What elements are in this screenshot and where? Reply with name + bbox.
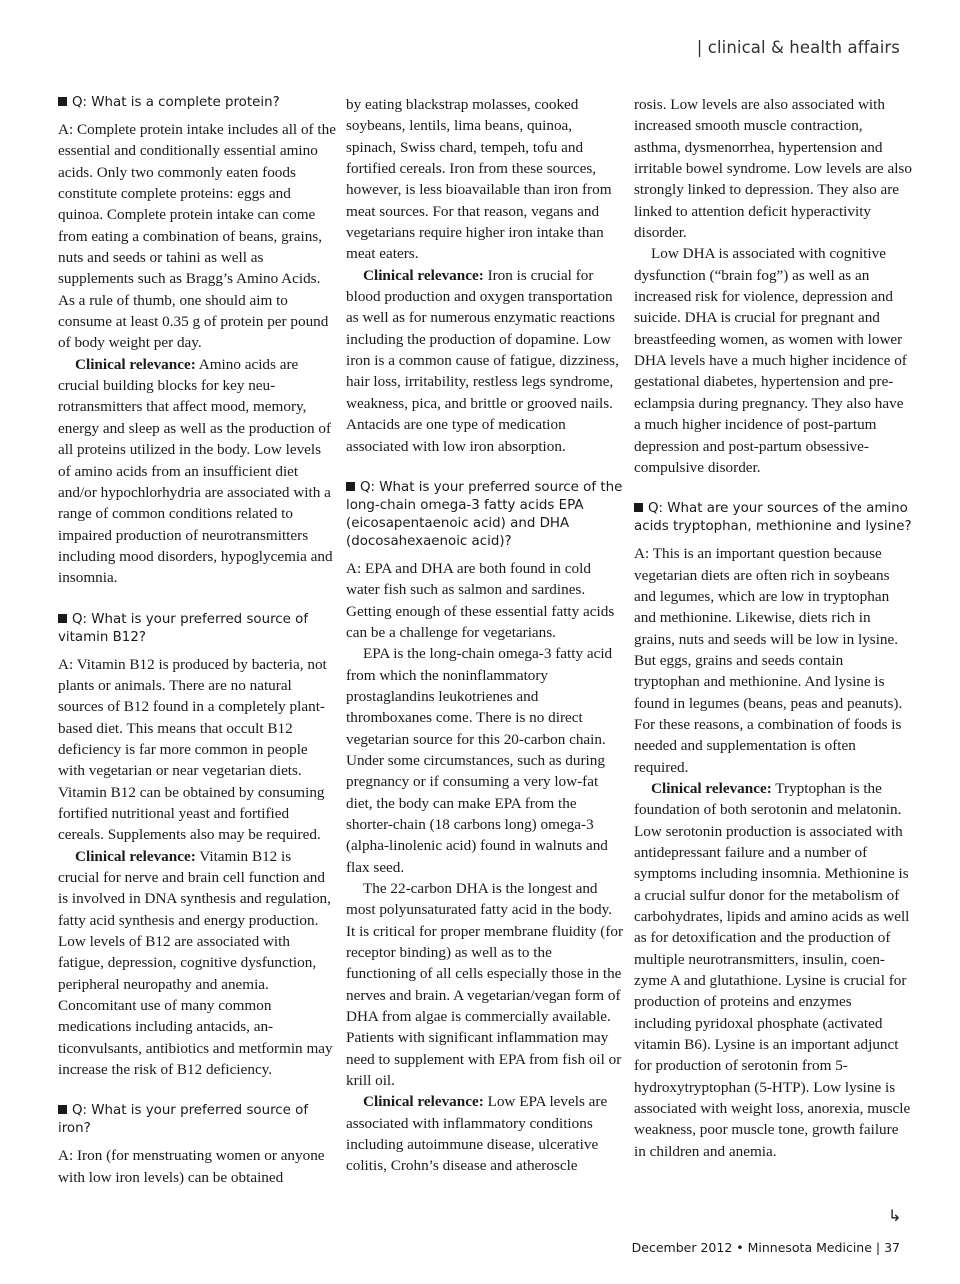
body-paragraph: rosis. Low levels are also associated with increased smooth muscle contraction, asthma, dysmenorrhea, hypertension and irritable bowel syndrome. Low levels are also strongly linked to depression. They also are linked to attention deficit hyperactivity disorder. xyxy=(634,96,912,242)
answer-paragraph: A: This is an important question because vegetarian diets are often rich in soybeans and legumes, which are low in tryptophan and methionine. Likewise, diets rich in grains, nuts and seeds will be low in lysine. But eggs, grains and seeds contain tryptophan and methionine. And lysine is found in legumes (beans, peas and peanuts). For these reasons, a combination of foods is needed and supplementation is often required. xyxy=(634,545,903,776)
question-heading xyxy=(634,500,912,536)
clinical-relevance-label: Clinical relevance: xyxy=(363,1093,484,1111)
clinical-relevance-paragraph xyxy=(58,354,336,589)
question-heading xyxy=(58,94,336,112)
column-2 xyxy=(346,94,624,1177)
column-3 xyxy=(634,94,912,1162)
question-text: Q: What is a complete protein? xyxy=(72,95,280,110)
clinical-relevance-paragraph xyxy=(346,1091,624,1176)
square-bullet-icon xyxy=(58,1105,67,1114)
clinical-relevance-label: Clinical relevance: xyxy=(75,847,196,865)
question-heading xyxy=(58,1102,336,1138)
arrow-continue-icon: ↳ xyxy=(888,1206,902,1225)
clinical-relevance-paragraph xyxy=(634,778,912,1162)
question-heading xyxy=(58,611,336,647)
clinical-relevance-label: Clinical relevance: xyxy=(651,779,772,797)
body-paragraph: EPA is the long-chain omega-3 fatty acid from which the noninflammatory prostaglandins leukotrienes and thromboxanes come. There is no direct vegetarian source for this 20-carbon chain. Under some circumstances, such as during pregnancy or if consuming a very low-fat diet, the body can make EPA from the shorter-chain (18 carbons long) omega-3 (alpha-linolenic acid) found in walnuts and flax seed. xyxy=(346,645,613,876)
question-text: Q: What are your sources of the amino acids tryptophan, methionine and lysine? xyxy=(634,501,912,535)
clinical-relevance-text: Amino acids are crucial building blocks for key neurotransmitters that affect mood, memory, energy and sleep as well as the production of all proteins utilized in the body. Low levels of amino acids from an insufficient diet and/or hypochlorhydria are associated with a range of common conditions related to impaired production of neurotransmitters including mood disorders, hypoglycemia and insomnia. xyxy=(58,355,333,587)
clinical-relevance-label: Clinical relevance: xyxy=(363,266,484,284)
clinical-relevance-text: Low EPA levels are associated with inflammatory conditions including autoimmune disease, ulcerative colitis, Crohn’s disease and atheroscle xyxy=(346,1093,608,1175)
answer-paragraph: A: Iron (for menstruating women or anyone with low iron levels) can be obtained xyxy=(58,1147,325,1186)
question-text: Q: What is your preferred source of vitamin B12? xyxy=(58,611,309,645)
square-bullet-icon xyxy=(58,614,67,623)
body-paragraph: Low DHA is associated with cognitive dysfunction (“brain fog”) as well as an increased risk for violence, depression and suicide. DHA is crucial for pregnant and breastfeeding women, as women with lower DHA levels have a much higher incidence of gestational diabetes, hypertension and pre-eclampsia during pregnancy. They also have a much higher incidence of post-partum depression and post-partum obsessive-compulsive disorder. xyxy=(634,245,907,476)
square-bullet-icon xyxy=(346,482,355,491)
answer-paragraph: by eating blackstrap molasses, cooked soybeans, lentils, lima beans, quinoa, spinach, Swiss chard, tempeh, tofu and fortified cereals. Iron from these sources, however, is less bioavailable than iron from meat sources. For that reason, vegans and vegetarians require higher iron intake than meat eaters. xyxy=(346,96,612,263)
clinical-relevance-paragraph xyxy=(58,846,336,1081)
clinical-relevance-text: Vitamin B12 is crucial for nerve and brain cell function and is involved in DNA synthesis and regulation, fatty acid synthesis and energy production. Low levels of B12 are associated with fatigue, depression, cognitive dysfunction, peripheral neuropathy and anemia. Concomitant use of many common medications including antacids, anticonvulsants, antibiotics and metformin may increase the risk of B12 deficiency. xyxy=(58,847,333,1079)
question-text: Q: What is your preferred source of the long-chain omega-3 fatty acids EPA (eicosapentaenoic acid) and DHA (docosahexaenoic acid)? xyxy=(346,479,623,549)
question-text: Q: What is your preferred source of iron? xyxy=(58,1103,309,1137)
answer-paragraph: A: Complete protein intake includes all of the essential and conditionally essential amino acids. Only two commonly eaten foods constitute complete proteins: eggs and quinoa. Complete protein intake can come from eating a combination of beans, grains, nuts and seeds or tahini as well as supplements such as Bragg’s Amino Acids. As a rule of thumb, one should aim to consume at least 0.35 g of protein per pound of body weight per day. xyxy=(58,121,336,352)
square-bullet-icon xyxy=(58,97,67,106)
clinical-relevance-label: Clinical relevance: xyxy=(75,355,196,373)
answer-paragraph: A: Vitamin B12 is produced by bacteria, not plants or animals. There are no natural sources of B12 found in a completely plant-based diet. This means that occult B12 deficiency is far more common in people with vegetarian or near vegetarian diets. Vitamin B12 can be obtained by consuming fortified nutritional yeast and fortified cereals. Supplements also may be required. xyxy=(58,655,327,844)
body-paragraph: The 22-carbon DHA is the longest and most polyunsaturated fatty acid in the body. It is critical for proper membrane fluidity (for receptor binding) as well as to the functioning of all cells especially those in the nerves and brain. A vegetarian/vegan form of DHA from algae is commercially available. Patients with significant inflammation may need to supplement with EPA from fish oil or krill oil. xyxy=(346,880,624,1090)
square-bullet-icon xyxy=(634,503,643,512)
question-heading xyxy=(346,479,624,551)
answer-paragraph: A: EPA and DHA are both found in cold water fish such as salmon and sardines. Getting enough of these essential fatty acids can be a challenge for vegetarians. xyxy=(346,559,615,641)
page-footer: December 2012 • Minnesota Medicine | 37 xyxy=(631,1240,900,1255)
clinical-relevance-text: Iron is crucial for blood production and oxygen transportation as well as for numerous enzymatic reactions including the production of dopamine. Low iron is a common cause of fatigue, dizziness, hair loss, irritability, restless legs syndrome, weakness, pica, and brittle or grooved nails. Antacids are one type of medication associated with low iron absorption. xyxy=(346,266,619,455)
column-1 xyxy=(58,94,336,1188)
clinical-relevance-text: Tryptophan is the foundation of both serotonin and melatonin. Low serotonin production is associated with antidepressant failure and a number of symptoms including insomnia. Methionine is a crucial sulfur donor for the metabolism of carbohydrates, lipids and amino acids as well as for detoxification and the production of multiple neurotransmitters, insulin, coenzyme A and glutathione. Lysine is crucial for production of proteins and enzymes including pyridoxal phosphate (activated vitamin B6). Lysine is an important adjunct for production of serotonin from 5-hydroxytryptophan (5-HTP). Low lysine is associated with weight loss, anorexia, muscle weakness, poor muscle tone, growth failure in children and anemia. xyxy=(634,779,911,1160)
clinical-relevance-paragraph xyxy=(346,265,624,457)
section-header: | clinical & health affairs xyxy=(696,38,900,57)
